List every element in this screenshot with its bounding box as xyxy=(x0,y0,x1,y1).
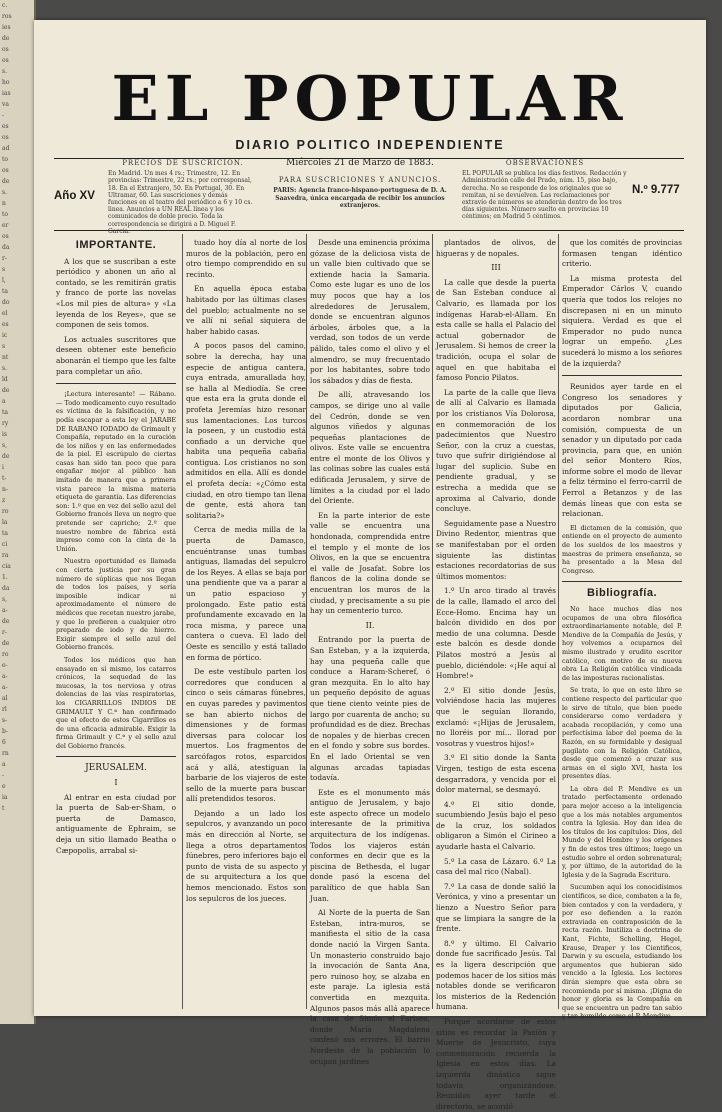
strip-text-fragment: ry xyxy=(2,420,9,427)
adjacent-page-strip xyxy=(0,0,36,1024)
article-paragraph: Desde una eminencia próxima gózase de la deliciosa vista de un valle bien cultivado que se extiende hacia la Samaria. Como este lugar es uno de los muy pocos que hay a los alrededores de Jerusalem, donde se encuentran algunos árboles, árboles que, a la verdad, son todos de un verde pálido, tales como el olivo y el almendro, se muy frecuentado por los habitantes, sobre todo los sábados y días de fiesta. xyxy=(310,238,430,385)
importante-heading: IMPORTANTE. xyxy=(75,239,157,251)
column-1 xyxy=(56,238,176,1008)
strip-text-fragment: a- xyxy=(2,607,8,614)
article-paragraph: 5.º La casa de Lázaro. 6.º La casa del mal rico (Nabal). xyxy=(436,856,556,877)
strip-text-fragment: va xyxy=(2,101,9,108)
article-paragraph: La parte de la calle que lleva de allí al Calvario es llamada por los cristianos Vía Dolorosa, en conmemoración de los padecimientos que Nuestro Señor, con la cruz a cuestas, tuvo que sufrir dirigiéndose al lugar del suplicio. Sube en pendiente gradual, y se estrecha a medida que se aproxima al Calvario, donde concluye. xyxy=(436,387,556,514)
masthead-subtitle: DIARIO POLITICO INDEPENDIENTE xyxy=(235,138,505,152)
strip-text-fragment: s xyxy=(2,343,6,350)
article-paragraph: A pocos pasos del camino, sobre la derecha, hay una especie de antigua cantera, cuya entrada, amurallada hoy, se halla al Mediodía. Se cree que esta era la gruta donde el profeta Jeremías hizo resonar sus lamentaciones. Los turcos la poseen, y un custodio está confiado a un derviche que habita una pequeña cabaña contigua. Los cristianos no son admitidos en ella. Allí es donde el profeta decía: «¿Cómo esta ciudad, en otro tiempo tan llena de gente, está ahora tan solitaria?» xyxy=(186,341,306,520)
article-paragraph: No hace muchos días nos ocupamos de una obra filosófica extraordinariamente notable, del P. Mendive de la Compañía de Jesús, y hoy volvemos a ocuparnos del mismo ilustrado y erudito escritor católico, con motivo de su nueva obra La Religión católica vindicada de las imposturas racionalistas. xyxy=(562,605,682,682)
strip-text-fragment: do xyxy=(2,299,10,306)
strip-text-fragment: os xyxy=(2,57,9,64)
strip-text-fragment: e- xyxy=(2,662,8,669)
header-rule-bottom xyxy=(54,230,684,231)
strip-text-fragment: ias xyxy=(2,90,11,97)
strip-text-fragment: - xyxy=(2,772,5,779)
strip-text-fragment: a xyxy=(2,398,6,405)
strip-text-fragment: de xyxy=(2,453,10,460)
article-paragraph: La misma protesta del Emperador Cárlos V, cuando quería que todos los relojes no discrepasen ni en un minuto siquiera. Verdad es que el Emperador no pudo nunca lograr un empeño. ¿Les sucederá lo mismo a los señores de la izquierda? xyxy=(562,273,682,368)
article-paragraph: Reunidos ayer tarde en el Congreso los senadores y diputados por Galicia, acordaron nombrar una comisión, compuesta de un senador y un diputado por cada provincia, para que, en unión del señor Montero Ríos, informe sobre el modo de llevar a feliz término el ferro-carril de Ferrol a Betanzos y de las demás líneas que con esta se relacionan. xyxy=(562,382,682,519)
strip-text-fragment: da xyxy=(2,244,10,251)
strip-text-fragment: r- xyxy=(2,629,7,636)
strip-text-fragment: ho xyxy=(2,79,10,86)
strip-text-fragment: ta xyxy=(2,409,8,416)
strip-text-fragment: to xyxy=(2,156,9,163)
section-number: II. xyxy=(365,620,375,630)
article-paragraph: A los que se suscriban a este periódico y abonen un año al contado, se les remitirán gratis y franco de porte las novelas «Los mil pies de altura» y «La leyenda de los Reyes», que se componen de seis tomos. xyxy=(56,256,176,330)
strip-text-fragment: la xyxy=(2,519,8,526)
strip-text-fragment: ta xyxy=(2,288,8,295)
strip-text-fragment: ld xyxy=(2,376,8,383)
strip-text-fragment: de xyxy=(2,618,10,625)
article-paragraph: De este vestíbulo parten los corredores que conducen a cinco o seis cámaras fúnebres, en cuyas paredes y pavimentos se han abierto nichos de dimensiones y de formas diversas para colocar los muertos. Los fragmentos de sarcófagos rotos, esparcidos acá y allá, atestiguan la barbarie de los viajeros de este sello de la muerte para buscar allí pretendidos tesoros. xyxy=(186,667,306,804)
ads-block xyxy=(270,160,450,230)
strip-text-fragment: to xyxy=(2,211,9,218)
ads-text: PARIS: Agencia franco-hispano-portuguesa de D. A. Saavedra, única encargada de recibir los anuncios extranjeros. xyxy=(273,187,447,209)
strip-text-fragment: rl xyxy=(2,706,7,713)
strip-text-fragment: ros xyxy=(2,13,12,20)
strip-text-fragment: 1. xyxy=(2,574,8,581)
column-5 xyxy=(562,238,682,1021)
strip-text-fragment: l, xyxy=(2,277,6,284)
article-paragraph: 8.º y último. El Calvario donde fue sacrificado Jesús. Tal es la ligera descripción que podemos hacer de los sitios más notables donde se verificaron los misterios de la Redención humana. xyxy=(436,938,556,1012)
article-paragraph: 3.º El sitio donde la Santa Virgen, testigo de esta escena desgarradora, y vencida por el dolor maternal, se desmayó. xyxy=(436,753,556,795)
article-paragraph: Se trata, lo que en este libro se contiene respecto del particular que le sirve de título, que bien puede considerarse como verdadera y acabada recopilación, y como una perfectísima labor del poema de la Razón, en su formidable y desigual pugilato con la Religión Católica, desde que comenzó a cruzar sus armas en el siglo XVI, hasta los presentes días. xyxy=(562,686,682,781)
strip-text-fragment: n- xyxy=(2,486,8,493)
strip-text-fragment: e xyxy=(2,783,6,790)
strip-text-fragment: os xyxy=(2,134,9,141)
article-paragraph: El dictamen de la comisión, que entiende en el proyecto de aumento de los sueldos de los maestros y maestras de primera enseñanza, se ha presentado a la Mesa del Congreso. xyxy=(562,523,682,575)
section-number: III xyxy=(491,263,501,273)
article-paragraph: La calle que desde la puerta de San Esteban conduce al Calvario, es llamada por los indígenas Harab-el-Allam. En esta calle se halla el Palacio del actual gobernador de Jerusalem. Si hemos de creer la tradición, ocupa el solar de aquel en que habitaba el famoso Poncio Pilatos. xyxy=(436,277,556,383)
strip-text-fragment: ad xyxy=(2,145,10,152)
strip-text-fragment: de xyxy=(2,35,10,42)
strip-text-fragment: z xyxy=(2,497,6,504)
year-label: Año XV xyxy=(54,190,95,202)
strip-text-fragment: cia xyxy=(2,563,11,570)
strip-text-fragment: s xyxy=(2,266,6,273)
article-paragraph: que los comités de provincias formasen tengan idéntico criterio. xyxy=(562,238,682,269)
strip-text-fragment: t- xyxy=(2,475,7,482)
article-paragraph: Seguidamente pase a Nuestro Divino Redentor, mientras que se manifestaban por el orden siguiente las distintas estaciones recordatorias de sus últimos momentos: xyxy=(436,518,556,581)
article-paragraph: En la parte interior de este valle se encuentra una hondonada, comprendida entre el templo y el monte de los Olivos, en la que se encuentra el valle de Josafat. Sobre los flancos de la colina donde se encuentran los muros de la ciudad, y precisamente a su pie hay un cementerio turco. xyxy=(310,510,430,616)
masthead-title: EL POPULAR xyxy=(111,62,629,135)
strip-text-fragment: a- xyxy=(2,684,8,691)
article-paragraph: Cerca de media milla de la puerta de Damasco, encuéntranse unas tumbas antiguas, llamadas del sepulcro de los Reyes. A ellas se baja por una pendiente que va a parar a un patio espacioso y prolongado. Este patio está profundamente excavado en la roca misma, y parece una cantera o cueva. El lado del Oeste es sencillo y está tallado en forma de pórtico. xyxy=(186,525,306,662)
article-paragraph: 7.º La casa de donde salió la Verónica, y vino a presentar un lienzo a Nuestro Señor para que se limpiara la sangre de la frente. xyxy=(436,881,556,934)
strip-text-fragment: r- xyxy=(2,255,7,262)
strip-text-fragment: i xyxy=(2,464,4,471)
advert-paragraph: ¡Lectura interesante! — Rábano. — Todo medicamento cuyo resultado es víctima de la falsificación, y no podía escapar a esta ley el JARABE DE RABANO IODADO de Grimault y Compañía, reputado en la curación de los niños y en las enfermedades de la piel. El escrúpulo de ciertas casas han sido tan poco que para engañar mejor al público han imitado de manera que a primera vista parece la misma materia etiqueta de garantía. Las diferencias son: 1.º que en vez del sello azul del Gobierno francés lleva un negro que pretende ser capricho; 2.º que nuestro nombre de fábrica está impreso como con la cinta de la Unión. xyxy=(56,390,176,553)
section-rule xyxy=(56,756,176,757)
ads-title: PARA SUSCRICIONES Y ANUNCIOS. xyxy=(278,176,442,185)
prices-block xyxy=(108,159,258,235)
strip-text-fragment: rn xyxy=(2,750,9,757)
strip-text-fragment: a- xyxy=(2,673,8,680)
strip-text-fragment: al xyxy=(2,695,8,702)
strip-text-fragment: os xyxy=(2,46,9,53)
strip-text-fragment: n xyxy=(2,200,6,207)
section-rule xyxy=(56,383,176,384)
strip-text-fragment: os xyxy=(2,233,9,240)
observations-text: EL POPULAR se publica los días festivos. Redacción y Administración calle del Prado, núm. 15, piso bajo, derecha. No se responde de los originales que se remitan, ni se devuelven. Las reclamaciones por extravío de números se atenderán dentro de los tres días siguientes. Número suelto en provincias 10 céntimos; en Madrid 5 céntimos. xyxy=(462,170,627,221)
article-paragraph: Al Norte de la puerta de San Esteban, intra-muros, se manifiesta el sitio de la casa donde nació la Virgen Santa. Un monasterio construido bajo la invocación de Santa Ana, pero ruinoso hoy, se alzaba en este paraje. La iglesia está convertida en mezquita. Algunos pasos más allá aparece la casa de Simón el Fariseo, donde María Magdalena confesó sus errores. El barrio Nordeste de la población lo ocupan jardines xyxy=(310,908,430,1066)
column-3 xyxy=(310,238,430,1066)
strip-text-fragment: is xyxy=(2,431,7,438)
article-paragraph: Este es el monumento más antiguo de Jerusalem, y bajo este aspecto ofrece un modelo interesante de la primitiva arquitectura de los indígenas. Todos los viajeros están conformes en decir que es la piscina de Bethesda, el lugar donde pasó la escena del paralítico de que habla San Juan. xyxy=(310,787,430,903)
strip-text-fragment: - xyxy=(2,112,5,119)
strip-text-fragment: 6 xyxy=(2,739,6,746)
column-divider xyxy=(306,234,307,1009)
strip-text-fragment: ia xyxy=(2,794,8,801)
article-paragraph: En aquella época estaba habitado por las últimas clases del pueblo; actualmente no se ve allí ni señal siquiera de haber habido casas. xyxy=(186,284,306,336)
article-paragraph: Dejando a un lado los sepulcros, y avanzando un poco más en dirección al Norte, se llega a otros departamentos fúnebres, pero inferiores bajo el punto de vista de su aspecto y de su arquitectura a los que hemos mencionado. Estos son los sepulcros de los jueces. xyxy=(186,808,306,903)
strip-text-fragment: s, xyxy=(2,442,7,449)
article-paragraph: Entrando por la puerta de San Esteban, y a la izquierda, hay una pequeña calle que conduce a Haram-Scheref, ó gran mezquita. En lo alto hay un pequeño depósito de aguas que tiene ciento veinte pies de largo por cuarenta de ancho; su profundidad es de diez. Brechas de nopales y de hierbas crecen en el fondo y sobre sus bordes. En el lado Oriental se ven algunas arcadas tapiadas todavía. xyxy=(310,635,430,783)
article-paragraph: Los actuales suscritores que deseen obtener este beneficio abonarán el tiempo que les falte para completar un año. xyxy=(56,334,176,376)
strip-text-fragment: ra xyxy=(2,552,9,559)
article-paragraph: 2.º El sitio donde Jesús, volviéndose hacia las mujeres que le seguían llorando, exclamó: «¡Hijas de Jerusalem, no lloréis por mí... llorad por vosotras y vuestros hijos!» xyxy=(436,685,556,748)
strip-text-fragment: de xyxy=(2,387,10,394)
article-paragraph: tuado hoy día al norte de los muros de la población, pero en otro tiempo comprendido en su recinto. xyxy=(186,238,306,279)
advert-paragraph: Nuestra oportunidad es llamada con cierta justicia por su gran número de súplicas que nos llegan de todos los países, y sería imposible indicar ni aproximadamente el número de médicos que recetan nuestro jarabe, y que lo prefieren a cualquier otro preparado de iodo y de hierro. Exigir siempre el sello azul del Gobierno francés. xyxy=(56,557,176,652)
observations-block xyxy=(462,160,628,230)
column-divider xyxy=(182,234,183,1009)
strip-text-fragment: s. xyxy=(2,365,7,372)
strip-text-fragment: s. xyxy=(2,68,7,75)
article-paragraph: De allí, atravesando los campos, se dirige uno al valle del Cedrón, donde se ven algunos viñedos y algunas pequeñas plantaciones de olivos. Este valle se encuentra entre el monte de los Olivos y las colinas sobre las cuales está edificada Jerusalem, y sirve de límites a la ciudad por el lado del Oriente. xyxy=(310,390,430,506)
strip-text-fragment: ta xyxy=(2,530,8,537)
article-paragraph: La obra del P. Mendive es un tratado perfectamente ordenado para mejor acceso a la inteligencia que a los más notables argumentos contra la Iglesia. Hoy dan idea de los títulos de los capítulos: Dios, del Mundo y del Hombre y los orígenes y fin de estos tres últimos; luego un estudio sobre el orden sobrenatural; y, por último, de la autoridad de la Iglesia y de la Sagrada Escritura. xyxy=(562,784,682,879)
issue-date: Miércoles 21 de Marzo de 1883. xyxy=(286,158,434,168)
strip-text-fragment: c. xyxy=(2,2,8,9)
column-divider xyxy=(558,234,559,1009)
strip-text-fragment: t xyxy=(2,805,5,812)
strip-text-fragment: er xyxy=(2,222,9,229)
prices-text: En Madrid. Un mes 4 rs.; Trimestre, 12. En provincias: Trimestre, 22 rs.; por corresponsal, 18. En el Extranjero, 50. En Portugal, 30. En Ultramar, 60. Las suscriciones y demás funciones en el teatro del periódico a 6 y 10 cs. linea. Anuncios a UN REAL línea y los comunicados de doble precio. Toda la correspondencia se dirigirá a D. Miguel F. García. xyxy=(108,170,253,235)
column-2 xyxy=(186,238,306,1008)
strip-text-fragment: ci xyxy=(2,541,8,548)
strip-text-fragment: a xyxy=(2,761,6,768)
bibliografia-heading: Bibliografía. xyxy=(586,587,658,600)
strip-text-fragment: ic xyxy=(2,332,8,339)
observations-title: OBSERVACIONES xyxy=(505,159,585,167)
strip-text-fragment: os xyxy=(2,167,9,174)
section-rule xyxy=(562,375,682,376)
section-number: I xyxy=(114,778,118,788)
strip-text-fragment: da xyxy=(2,585,10,592)
strip-text-fragment: es xyxy=(2,321,9,328)
strip-text-fragment: s, xyxy=(2,596,7,603)
article-paragraph: plantados de olivos, de higueras y de nopales. xyxy=(436,238,556,258)
prices-title: PRECIOS DE SUSCRICION. xyxy=(122,159,244,167)
column-4 xyxy=(436,238,556,1111)
article-paragraph: Al entrar en esta ciudad por la puerta de Sab-er-Sham, o puerta de Damasco, antiguamente de Ephraim, se deja un sitio llamado Beatha o Cæpopolis, arrabal si- xyxy=(56,792,176,855)
strip-text-fragment: ro xyxy=(2,508,9,515)
strip-text-fragment: s. xyxy=(2,189,7,196)
strip-text-fragment: es xyxy=(2,123,9,130)
strip-text-fragment: ro xyxy=(2,651,9,658)
strip-text-fragment: de xyxy=(2,640,10,647)
advert-paragraph: Todos los médicos que han ensayado en sí mismo, los catarros crónicos, la sequedad de las mucosas, la tos nerviosa y otras dolencias de las vías respiratorias, los CIGARRILLOS INDIOS DE GRIMAULT Y C.ª han confirmado que el efecto de estos Cigarrillos es de una eficacia admirable. Exigir la firma Grimault y C.ª y el sello azul del Gobierno francés. xyxy=(56,655,176,750)
newspaper-page xyxy=(34,20,706,1111)
article-paragraph: Porque acordarse de estos sitios es recordar la Pasión y Muerte de Jesucristo, cuya conmemoración recuerda la Iglesia en estos días. La izquierda dinástica sigue todavía organizándose. Reunidos ayer tarde el directorio, se acordó xyxy=(436,1016,556,1111)
column-divider xyxy=(432,234,433,1009)
issue-number: N.º 9.777 xyxy=(632,184,680,196)
strip-text-fragment: s- xyxy=(2,717,8,724)
strip-text-fragment: de xyxy=(2,178,10,185)
article-paragraph: 4.º El sitio donde, sucumbiendo Jesús bajo el peso de la cruz, los soldados obligaron a Simón el Cirineo a ayudarle hasta el Calvario. xyxy=(436,799,556,852)
strip-text-fragment: b- xyxy=(2,728,8,735)
jerusalem-heading: JERUSALEM. xyxy=(85,763,147,774)
article-paragraph: Sucumben aquí los conocidísimos científicos, se dice, combaten a la fe, bien contados y con la verdadera, y por eso defienden a la razón extraviada en contraposición de la recta razón. Inutiliza a doctrina de Kant, Fichte, Schelling, Hegel, Krause, Draper y los Cientificos, Darwin y su escuela, estudiando los argumentos que hubieran sido vencido a la Iglesia. Los lectores dirán siempre que esta obra se recomienda por sí misma. ¡Digna de honor y gloria es la Compañía en que se encuentra un padre tan sabio y tan humilde como el P. Mendive. xyxy=(562,883,682,1021)
article-paragraph: 1.º Un arco tirado al través de la calle, llamado el arco del Ecce-Homo. Encima hay un balcón dividido en dos por medio de una columna. Desde este balcón es desde donde Pilatos mostró a Jesús al pueblo, diciéndole: «¡He aquí al Hombre!» xyxy=(436,586,556,681)
strip-text-fragment: nt xyxy=(2,354,9,361)
strip-text-fragment: ies xyxy=(2,24,11,31)
section-rule xyxy=(562,581,682,582)
strip-text-fragment: el xyxy=(2,310,8,317)
